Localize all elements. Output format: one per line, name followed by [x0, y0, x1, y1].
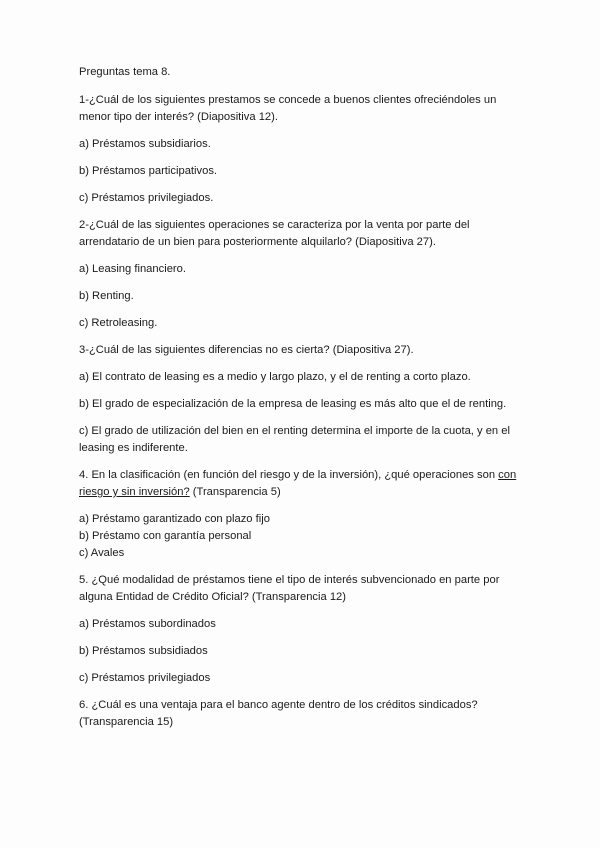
- question-3-option-c: c) El grado de utilización del bien en el renting determina el importe de la cuota, y en el leasing es indiferente.: [79, 425, 510, 454]
- question-3: 3-¿Cuál de las siguientes diferencias no es cierta? (Diapositiva 27).: [79, 344, 414, 356]
- question-5-option-a: a) Préstamos subordinados: [79, 618, 216, 630]
- question-2-option-a: a) Leasing financiero.: [79, 263, 186, 275]
- question-2-option-b: b) Renting.: [79, 290, 134, 302]
- question-4-underlined-text: con riesgo y sin inversión?: [79, 469, 517, 498]
- question-2: 2-¿Cuál de las siguientes operaciones se caracteriza por la venta por parte del arrendatario de un bien para posteriormente alquilarlo? (Diapositiva 27).: [79, 219, 470, 248]
- question-2-option-c: c) Retroleasing.: [79, 317, 158, 329]
- question-4-option-a: a) Préstamo garantizado con plazo fijo: [79, 513, 270, 525]
- question-1-option-b: b) Préstamos participativos.: [79, 165, 218, 177]
- question-5: 5. ¿Qué modalidad de préstamos tiene el tipo de interés subvencionado en parte por alguna Entidad de Crédito Oficial? (Transparencia 12): [79, 574, 500, 603]
- question-4-text-start: 4. En la clasificación (en función del riesgo y de la inversión), ¿qué operaciones son: [79, 469, 499, 481]
- question-4-options: [79, 511, 519, 562]
- question-4-text-end: (Transparencia 5): [189, 486, 281, 498]
- question-3-option-b: b) El grado de especialización de la empresa de leasing es más alto que el de renting.: [79, 398, 507, 410]
- question-4-option-c: c) Avales: [79, 547, 125, 559]
- question-1: 1-¿Cuál de los siguientes prestamos se concede a buenos clientes ofreciéndoles un menor tipo der interés? (Diapositiva 12).: [79, 94, 497, 123]
- question-6: 6. ¿Cuál es una ventaja para el banco agente dentro de los créditos sindicados? (Transparencia 15): [79, 699, 478, 728]
- question-3-option-a: a) El contrato de leasing es a medio y largo plazo, y el de renting a corto plazo.: [79, 371, 471, 383]
- document-title: Preguntas tema 8.: [79, 66, 171, 78]
- question-1-option-a: a) Préstamos subsidiarios.: [79, 138, 211, 150]
- question-5-option-c: c) Préstamos privilegiados: [79, 672, 211, 684]
- question-5-option-b: b) Préstamos subsidiados: [79, 645, 208, 657]
- document-content: [79, 64, 519, 741]
- question-4-option-b: b) Préstamo con garantía personal: [79, 530, 252, 542]
- question-4: [79, 467, 519, 501]
- question-1-option-c: c) Préstamos privilegiados.: [79, 192, 214, 204]
